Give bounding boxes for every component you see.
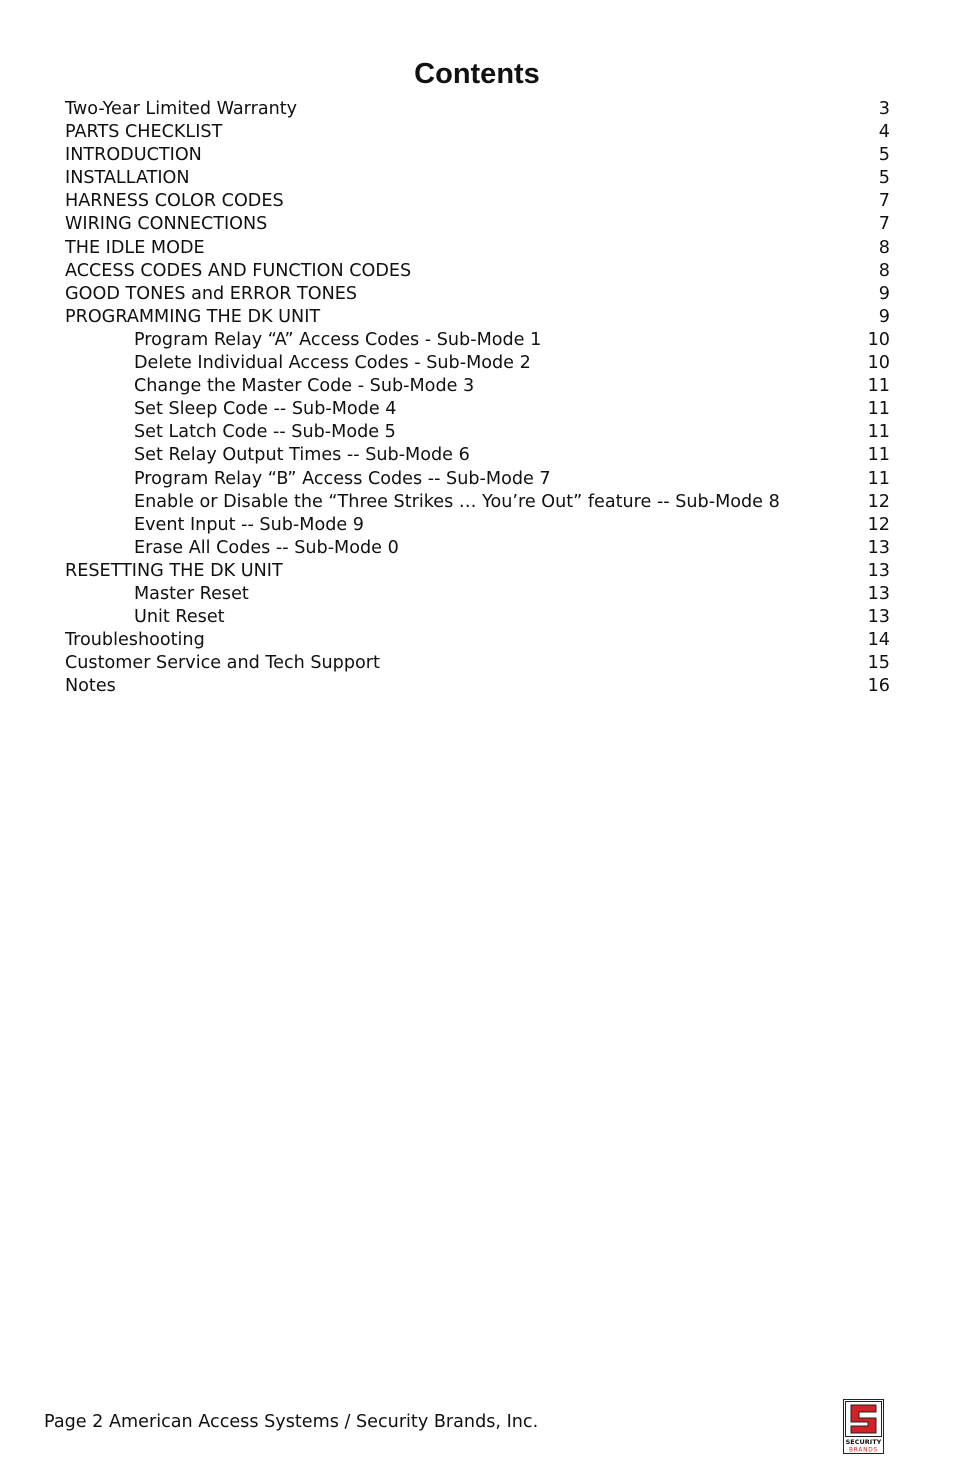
toc-entry <box>65 213 890 236</box>
toc-entry-label: ACCESS CODES AND FUNCTION CODES <box>65 260 412 281</box>
toc-entry-page-number: 13 <box>867 560 890 581</box>
toc-entry-label: Troubleshooting <box>65 630 205 651</box>
toc-entry-page-number: 11 <box>867 399 890 420</box>
toc-entry-page-number: 15 <box>867 653 890 674</box>
toc-entry-page-number: 12 <box>867 491 890 512</box>
toc-entry <box>65 560 890 583</box>
toc-entry-page-number: 8 <box>878 260 890 281</box>
toc-entry <box>65 167 890 190</box>
page-footer: Page 2 American Access Systems / Security Brands, Inc. <box>44 1412 539 1432</box>
toc-entry-label: Enable or Disable the “Three Strikes … You’re Out” feature -- Sub-Mode 8 <box>134 491 780 512</box>
toc-entry-label: INSTALLATION <box>65 168 190 189</box>
toc-entry-label: Set Sleep Code -- Sub-Mode 4 <box>134 399 397 420</box>
toc-entry-page-number: 9 <box>878 306 890 327</box>
toc-entry <box>65 537 890 560</box>
toc-entry-page-number: 7 <box>878 191 890 212</box>
toc-entry-page-number: 9 <box>878 283 890 304</box>
toc-entry-label: Erase All Codes -- Sub-Mode 0 <box>134 537 399 558</box>
toc-entry-page-number: 16 <box>867 676 890 697</box>
toc-entry-label: Two-Year Limited Warranty <box>65 99 298 119</box>
toc-entry <box>65 375 890 398</box>
toc-entry <box>65 468 890 491</box>
toc-entry-label: Event Input -- Sub-Mode 9 <box>134 514 364 535</box>
toc-entry <box>65 491 890 514</box>
toc-entry-page-number: 13 <box>867 607 890 628</box>
toc-entry-label: INTRODUCTION <box>65 145 202 166</box>
toc-entry <box>65 306 890 329</box>
toc-entry-page-number: 13 <box>867 583 890 604</box>
toc-entry <box>65 398 890 421</box>
toc-entry-label: Customer Service and Tech Support <box>65 653 380 674</box>
toc-entry-page-number: 11 <box>867 445 890 466</box>
toc-entry <box>65 629 890 652</box>
toc-entry-label: Delete Individual Access Codes - Sub-Mode 2 <box>134 353 531 374</box>
toc-entry-page-number: 3 <box>878 99 890 119</box>
logo-text-security: SECURITY <box>845 1438 882 1446</box>
toc-entry-page-number: 5 <box>878 168 890 189</box>
toc-entry-page-number: 14 <box>867 630 890 651</box>
toc-entry <box>65 283 890 306</box>
toc-entry <box>65 237 890 260</box>
toc-entry-label: PARTS CHECKLIST <box>65 122 223 143</box>
toc-entry-label: WIRING CONNECTIONS <box>65 214 268 235</box>
toc-entry <box>65 121 890 144</box>
toc-entry <box>65 260 890 283</box>
toc-entry <box>65 444 890 467</box>
toc-entry <box>65 329 890 352</box>
toc-entry-page-number: 4 <box>878 122 890 143</box>
toc-entry <box>65 514 890 537</box>
toc-entry-label: Set Relay Output Times -- Sub-Mode 6 <box>134 445 470 466</box>
toc-entry-page-number: 5 <box>878 145 890 166</box>
security-brands-logo <box>843 1399 884 1454</box>
toc-entry-label: Program Relay “B” Access Codes -- Sub-Mode 7 <box>134 468 551 489</box>
toc-entry-page-number: 11 <box>867 376 890 397</box>
toc-entry-page-number: 10 <box>867 353 890 374</box>
toc-entry-page-number: 11 <box>867 422 890 443</box>
toc-entry-label: Master Reset <box>134 583 249 604</box>
toc-entry-page-number: 11 <box>867 468 890 489</box>
toc-entry-page-number: 10 <box>867 329 890 350</box>
toc-entry-label: RESETTING THE DK UNIT <box>65 560 283 581</box>
toc-entry-label: Unit Reset <box>134 607 225 628</box>
toc-entry-page-number: 8 <box>878 237 890 258</box>
toc-entry-label: PROGRAMMING THE DK UNIT <box>65 306 321 327</box>
page-title: Contents <box>414 58 540 90</box>
toc-entry-page-number: 12 <box>867 514 890 535</box>
toc-entry-label: Notes <box>65 676 116 697</box>
toc-entry <box>65 421 890 444</box>
toc-entry <box>65 606 890 629</box>
table-of-contents <box>65 98 890 698</box>
toc-entry-page-number: 13 <box>867 537 890 558</box>
toc-entry <box>65 190 890 213</box>
toc-entry-label: Change the Master Code - Sub-Mode 3 <box>134 376 475 397</box>
toc-entry <box>65 144 890 167</box>
toc-entry <box>65 675 890 698</box>
toc-entry-label: GOOD TONES and ERROR TONES <box>65 283 358 304</box>
toc-entry-page-number: 7 <box>878 214 890 235</box>
toc-entry <box>65 98 890 121</box>
toc-entry <box>65 352 890 375</box>
toc-entry-label: HARNESS COLOR CODES <box>65 191 284 212</box>
toc-entry <box>65 583 890 606</box>
toc-entry <box>65 652 890 675</box>
toc-entry-label: Program Relay “A” Access Codes - Sub-Mode 1 <box>134 329 542 350</box>
toc-entry-label: Set Latch Code -- Sub-Mode 5 <box>134 422 396 443</box>
toc-entry-label: THE IDLE MODE <box>65 237 205 258</box>
logo-text-brands: BRANDS <box>848 1447 879 1454</box>
